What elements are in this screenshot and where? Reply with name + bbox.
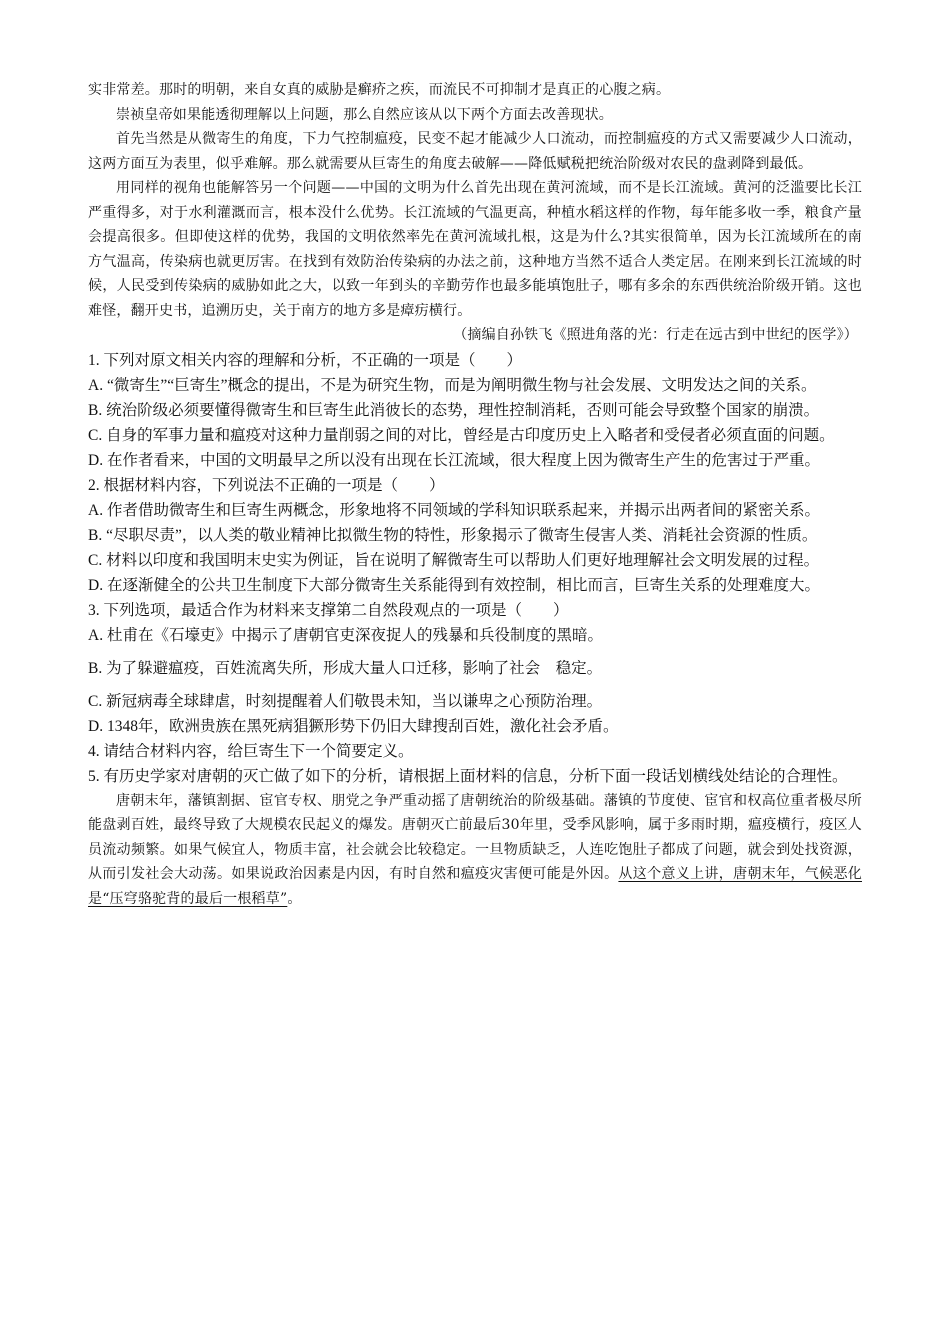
question-1 bbox=[88, 348, 862, 473]
question-1-stem: 1. 下列对原文相关内容的理解和分析，不正确的一项是（ ） bbox=[88, 351, 523, 369]
question-3-option-a: A. 杜甫在《石壕吏》中揭示了唐朝官吏深夜捉人的残暴和兵役制度的黑暗。 bbox=[88, 626, 603, 644]
passage-paragraph-4: 用同样的视角也能解答另一个问题——中国的文明为什么首先出现在黄河流域，而不是长江流域。黄河的泛滥要比长江严重得多，对于水利灌溉而言，根本没什么优势。长江流域的气温更高，种植水稻这样的作物，每年能多收一季，粮食产量会提高很多。但即使这样的优势，我国的文明依然率先在黄河流域扎根，这是为什么?其实很简单，因为长江流域所在的南方气温高，传染病也就更厉害。在找到有效防治传染病的办法之前，这种地方当然不适合人类定居。在刚来到长江流域的时候，人民受到传染病的威胁如此之大，以致一年到头的辛勤劳作也最多能填饱肚子，哪有多余的东西供统治阶级开销。这也难怪，翻开史书，追溯历史，关于南方的地方多是瘴疠横行。 bbox=[88, 180, 862, 319]
question-2 bbox=[88, 473, 862, 598]
question-5-stem: 5. 有历史学家对唐朝的灭亡做了如下的分析，请根据上面材料的信息，分析下面一段话划横线处结论的合理性。 bbox=[88, 767, 848, 785]
question-3-stem: 3. 下列选项，最适合作为材料来支撑第二自然段观点的一项是（ ） bbox=[88, 601, 569, 619]
question-4-stem: 4. 请结合材料内容，给巨寄生下一个简要定义。 bbox=[88, 742, 414, 760]
question-1-option-d: D. 在作者看来，中国的文明最早之所以没有出现在长江流域，很大程度上因为微寄生产生的危害过于严重。 bbox=[88, 451, 820, 469]
question-1-option-a: A. “微寄生”“巨寄生”概念的提出，不是为研究生物，而是为阐明微生物与社会发展、文明发达之间的关系。 bbox=[88, 376, 817, 394]
passage-source: （摘编自孙铁飞《照进角落的光：行走在远古到中世纪的医学》） bbox=[453, 327, 858, 343]
question-5-material-text: 唐朝末年，藩镇割据、宦官专权、朋党之争严重动摇了唐朝统治的阶级基础。藩镇的节度使、宦官和权高位重者极尽所能盘剥百姓，最终导致了大规模农民起义的爆发。唐朝灭亡前最后30年里，受季风影响，属于多雨时期，瘟疫横行，疫区人员流动频繁。如果气候宜人，物质丰富，社会就会比较稳定。一旦物质缺乏，人连吃饱肚子都成了问题，就会到处找资源，从而引发社会大动荡。如果说政治因素是内因，有时自然和瘟疫灾害便可能是外因。 bbox=[88, 792, 862, 882]
passage-paragraph-2: 崇祯皇帝如果能透彻理解以上问题，那么自然应该从以下两个方面去改善现状。 bbox=[116, 106, 613, 123]
question-2-option-a: A. 作者借助微寄生和巨寄生两概念，形象地将不同领域的学科知识联系起来，并揭示出两者间的紧密关系。 bbox=[88, 501, 820, 519]
question-5-material bbox=[88, 789, 862, 912]
question-5 bbox=[88, 764, 862, 912]
question-5-material-end: 。 bbox=[287, 890, 302, 907]
question-2-option-b: B. “尽职尽责”，以人类的敬业精神比拟微生物的特性，形象揭示了微寄生侵害人类、消耗社会资源的性质。 bbox=[88, 526, 818, 544]
question-3-option-c: C. 新冠病毒全球肆虐，时刻提醒着人们敬畏未知，当以谦卑之心预防治理。 bbox=[88, 692, 603, 710]
question-2-stem: 2. 根据材料内容，下列说法不正确的一项是（ ） bbox=[88, 476, 445, 494]
passage-paragraph-1: 实非常差。那时的明朝，来自女真的威胁是癣疥之疾，而流民不可抑制才是真正的心腹之病。 bbox=[88, 82, 671, 98]
question-3-option-b: B. 为了躲避瘟疫，百姓流离失所，形成大量人口迁移，影响了社会 稳定。 bbox=[88, 659, 603, 677]
question-5-underlined-conclusion: 从这个意义上讲，唐朝末年，气候恶化是“压穹骆驼背的最后一根稻草” bbox=[88, 866, 862, 907]
question-3-option-d: D. 1348年，欧洲贵族在黑死病猖獗形势下仍旧大肆搜刮百姓，激化社会矛盾。 bbox=[88, 717, 619, 735]
question-2-option-d: D. 在逐渐健全的公共卫生制度下大部分微寄生关系能得到有效控制，相比而言，巨寄生关系的处理难度大。 bbox=[88, 576, 820, 594]
question-1-option-c: C. 自身的军事力量和瘟疫对这种力量削弱之间的对比，曾经是古印度历史上入略者和受侵者必须直面的问题。 bbox=[88, 426, 835, 444]
question-2-option-c: C. 材料以印度和我国明末史实为例证，旨在说明了解微寄生可以帮助人们更好地理解社会文明发展的过程。 bbox=[88, 551, 820, 569]
passage-paragraph-3: 首先当然是从微寄生的角度，下力气控制瘟疫，民变不起才能减少人口流动，而控制瘟疫的方式又需要减少人口流动，这两方面互为表里，似乎难解。那么就需要从巨寄生的角度去破解——降低赋税把统治阶级对农民的盘剥降到最低。 bbox=[88, 131, 862, 172]
question-1-option-b: B. 统治阶级必须要懂得微寄生和巨寄生此消彼长的态势，理性控制消耗，否则可能会导致整个国家的崩溃。 bbox=[88, 401, 820, 419]
question-3 bbox=[88, 598, 862, 739]
